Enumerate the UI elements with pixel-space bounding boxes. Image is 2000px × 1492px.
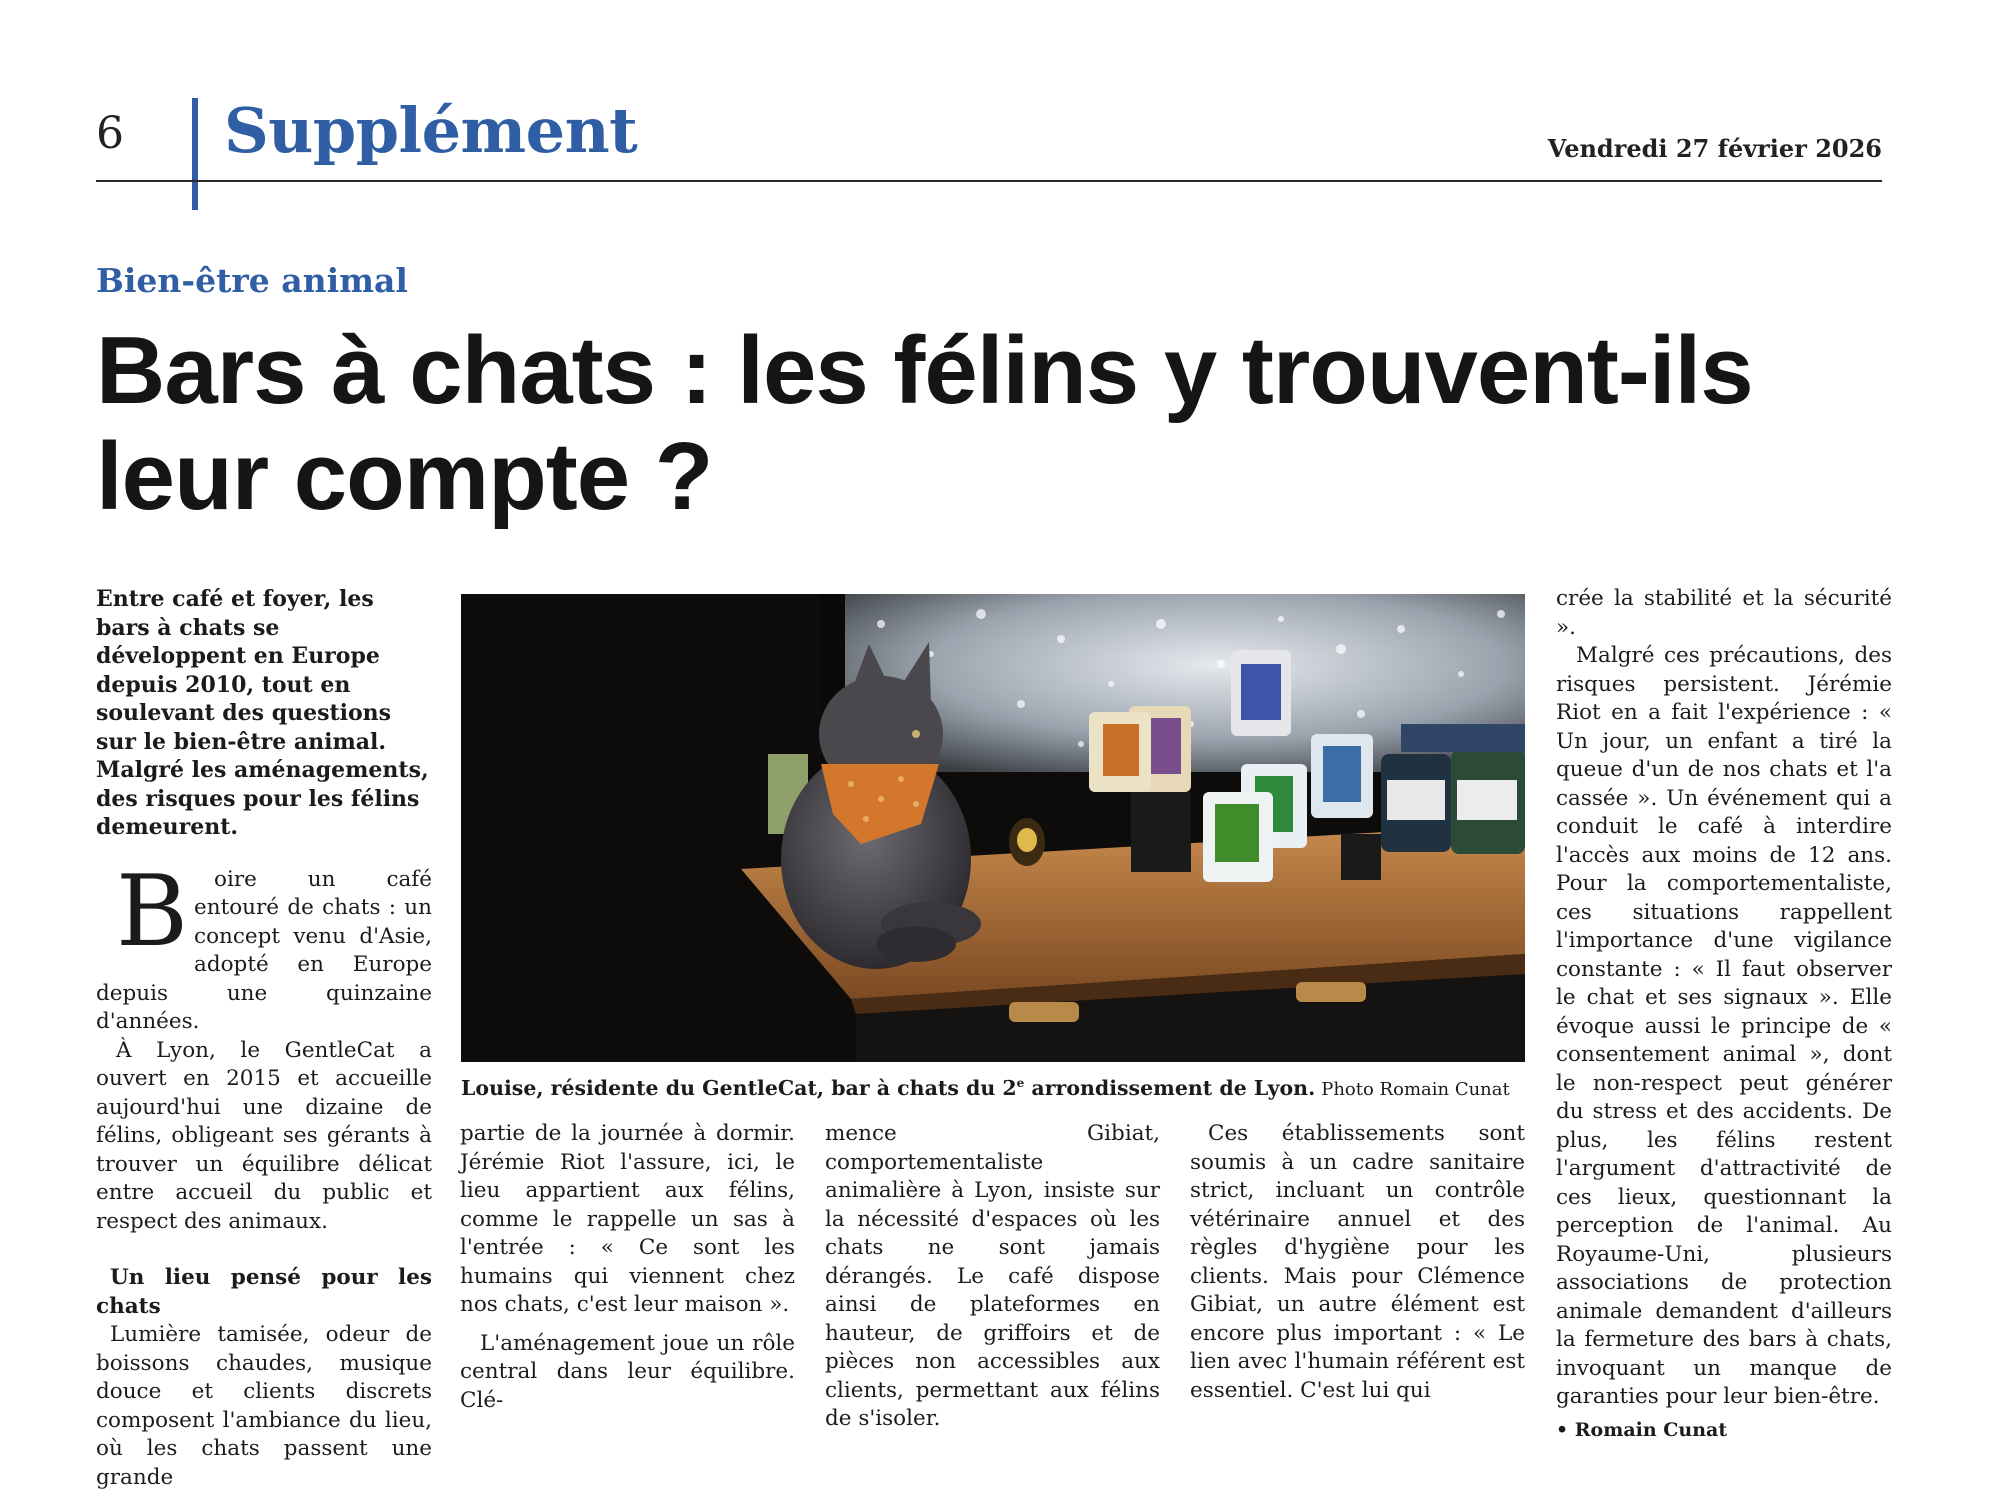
photo-caption [461, 1070, 1525, 1103]
article-paragraph-8: crée la stabilité et la sécurité ». [1556, 586, 1892, 640]
article-paragraph-6: mence Gibiat, comportementaliste animalière à Lyon, insiste sur la nécessité d'espaces où les chats ne sont jamais dérangés. Le café dispose ainsi de plateformes en hauteur, de griffoirs et de pièces non accessibles aux clients, permettant aux félins de s'isoler. [825, 1121, 1160, 1431]
article-photo [461, 594, 1525, 1062]
text-column-5 [1556, 585, 1892, 1444]
paragraph-1-text: oire un café entouré de chats : un concept venu d'Asie, adopté en Europe depuis une quinzaine d'années. [96, 866, 432, 1034]
article-paragraph-5: L'aménagement joue un rôle central dans leur équilibre. Clé- [460, 1330, 795, 1413]
article-paragraph-1 [96, 854, 432, 1037]
article-paragraph-4: partie de la journée à dormir. Jérémie Riot l'assure, ici, le lieu appartient aux félins, comme le rappelle un sas à l'entrée : « Ce sont les humains qui viennent chez nos chats, c'est leur maison ». [460, 1121, 795, 1317]
masthead-rule [96, 180, 1882, 182]
text-column-4 [1190, 1120, 1525, 1405]
article-paragraph-7: Ces établissements sont soumis à un cadre sanitaire strict, incluant un contrôle vétérinaire annuel et des règles d'hygiène pour les clients. Mais pour Clémence Gibiat, un autre élément est encore plus important : « Le lien avec l'humain référent est essentiel. C'est lui qui [1190, 1121, 1525, 1403]
caption-superscript: e [1016, 1076, 1025, 1090]
text-column-3 [825, 1120, 1160, 1434]
article-paragraph-9: Malgré ces précautions, des risques persistent. Jérémie Riot en a fait l'expérience : « Un jour, un enfant a tiré la queue d'un de nos chats et l'a cassée ». Un événement qui a conduit le café à interdire l'accès aux moins de 12 ans. Pour la comportementaliste, ces situations rappellent l'importance d'une vigilance constante : « Il faut observer le chat et ses signaux ». Elle évoque aussi le principe de « consentement animal », dont le non-respect peut générer du stress et des accidents. De plus, les félins restent l'argument d'attractivité de ces lieux, questionnant la perception de l'animal. Au Royaume-Uni, plusieurs associations de protection animale demandent d'ailleurs la fermeture des bars à chats, invoquant un manque de garanties pour leur bien-être. [1556, 643, 1892, 1409]
article-subhead: Un lieu pensé pour les chats [96, 1265, 432, 1319]
article-lead: Entre café et foyer, les bars à chats se développent en Europe depuis 2010, tout en soulevant des questions sur le bien-être animal. Malgré les aménagements, des risques pour les félins demeurent. [96, 586, 429, 840]
section-title: Supplément [224, 94, 638, 167]
author-signature: • Romain Cunat [1556, 1418, 1728, 1441]
masthead-divider [192, 98, 198, 210]
article-paragraph-2: À Lyon, le GentleCat a ouvert en 2015 et accueille aujourd'hui une dizaine de félins, obligeant ses gérants à trouver un équilibre délicat entre accueil du public et respect des animaux. [96, 1037, 432, 1234]
issue-date: Vendredi 27 février 2026 [1547, 134, 1882, 163]
headline-line-2: leur compte ? [96, 423, 713, 530]
headline-line-1: Bars à chats : les félins y trouvent-ils [96, 317, 1753, 424]
cat-cafe-photo [461, 594, 1525, 1062]
caption-part-b: arrondissement de Lyon. [1024, 1075, 1316, 1100]
text-column-2 [460, 1120, 795, 1415]
page-number: 6 [96, 108, 124, 159]
text-column-1 [96, 585, 432, 1492]
article-headline [96, 318, 1906, 530]
caption-text [461, 1076, 1315, 1100]
article-paragraph-3: Lumière tamisée, odeur de boissons chaudes, musique douce et clients discrets composent l'ambiance du lieu, où les chats passent une grande [96, 1322, 432, 1490]
caption-part-a: Louise, résidente du GentleCat, bar à chats du 2 [461, 1075, 1017, 1100]
drop-cap: B [116, 854, 189, 969]
photo-credit: Photo Romain Cunat [1321, 1078, 1510, 1100]
article-kicker: Bien-être animal [96, 261, 408, 300]
